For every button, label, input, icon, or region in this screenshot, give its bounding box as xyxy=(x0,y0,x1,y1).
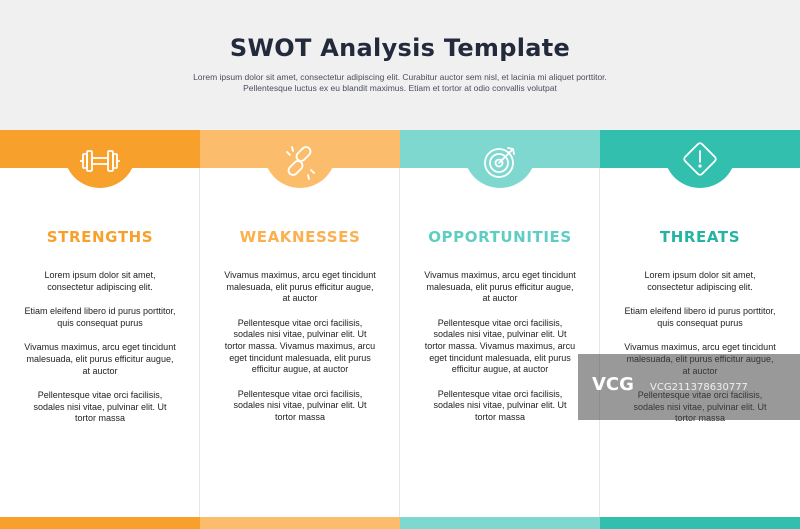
swot-paragraph: Pellentesque vitae orci facilisis, sodales nisi vitae, pulvinar elit. Ut tortor massa xyxy=(33,390,167,424)
swot-paragraph: Lorem ipsum dolor sit amet, consectetur adipiscing elit. xyxy=(644,270,756,292)
swot-body xyxy=(422,270,578,437)
swot-column-opportunities xyxy=(400,130,600,529)
swot-column-strengths xyxy=(0,130,200,529)
swot-paragraph: Pellentesque vitae orci facilisis, sodales nisi vitae, pulvinar elit. Ut tortor massa. Vivamus maximus, arcu eget tincidunt malesuada, elit purus efficitur augue, at auctor xyxy=(424,317,576,375)
swot-body xyxy=(222,270,378,437)
bottom-band xyxy=(0,517,200,529)
page-title: SWOT Analysis Template xyxy=(229,34,571,62)
swot-paragraph: Pellentesque vitae orci facilisis, sodales nisi vitae, pulvinar elit. Ut tortor massa xyxy=(433,388,567,422)
page-subtitle: Lorem ipsum dolor sit amet, consectetur adipiscing elit. Curabitur auctor sem nisl, et lacinia mi aliquet porttitor. Pellentesque luctus ex eu blandit maximus. Etiam et tortor at odio convallis volutpat xyxy=(193,72,607,93)
dumbbell-icon xyxy=(75,136,125,186)
watermark-logo: VCG xyxy=(592,374,634,395)
swot-paragraph: Vivamus maximus, arcu eget tincidunt malesuada, elit purus efficitur augue, at auctor xyxy=(224,270,376,304)
warning-sign-icon xyxy=(675,136,725,186)
swot-paragraph: Lorem ipsum dolor sit amet, consectetur adipiscing elit. xyxy=(44,270,156,292)
swot-columns xyxy=(0,130,800,529)
swot-paragraph: Etiam eleifend libero id purus porttitor, quis consequat purus xyxy=(624,306,776,328)
swot-body xyxy=(22,270,178,438)
broken-chain-icon xyxy=(275,136,325,186)
bottom-band xyxy=(400,517,600,529)
swot-paragraph: Etiam eleifend libero id purus porttitor, quis consequat purus xyxy=(24,306,176,328)
swot-heading: WEAKNESSES xyxy=(239,228,361,246)
swot-paragraph: Vivamus maximus, arcu eget tincidunt malesuada, elit purus efficitur augue, at auctor xyxy=(424,270,576,304)
header xyxy=(0,0,800,130)
swot-column-weaknesses xyxy=(200,130,400,529)
swot-heading: OPPORTUNITIES xyxy=(428,228,572,246)
swot-column-threats xyxy=(600,130,800,529)
bottom-band xyxy=(200,517,400,529)
swot-paragraph: Pellentesque vitae orci facilisis, sodales nisi vitae, pulvinar elit. Ut tortor massa xyxy=(233,388,367,422)
swot-paragraph: Vivamus maximus, arcu eget tincidunt malesuada, elit purus efficitur augue, at auctor xyxy=(24,342,176,376)
watermark xyxy=(578,354,800,420)
bottom-band xyxy=(600,517,800,529)
swot-paragraph: Vivamus maximus, arcu eget tincidunt xyxy=(624,342,776,353)
watermark-text: VCG211378630777 xyxy=(650,382,748,393)
swot-paragraph: Pellentesque vitae orci facilisis, sodales nisi vitae, pulvinar elit. Ut tortor massa. Vivamus maximus, arcu eget tincidunt malesuada, elit purus efficitur augue, at auctor xyxy=(224,317,376,375)
target-icon xyxy=(475,136,525,186)
swot-heading: THREATS xyxy=(659,228,741,246)
swot-heading: STRENGTHS xyxy=(46,228,154,246)
